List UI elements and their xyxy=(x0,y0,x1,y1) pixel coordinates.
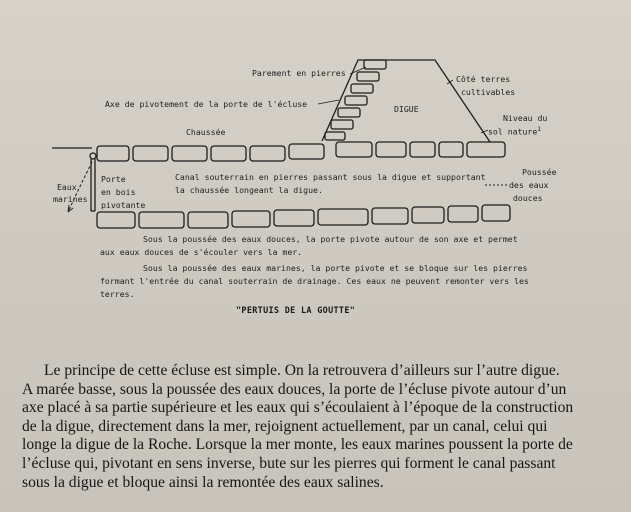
label-chaussee: Chaussée xyxy=(186,127,226,137)
label-eaux-marines-2: marines xyxy=(53,194,88,204)
body-paragraph xyxy=(22,362,607,492)
label-axe: Axe de pivotement de la porte de l'écluse xyxy=(105,99,308,109)
label-poussee-2: des eaux xyxy=(509,180,549,190)
label-porte-2: en bois xyxy=(101,187,136,197)
label-porte-1: Porte xyxy=(101,174,126,184)
caption-douces-2: aux eaux douces de s'écouler vers la mer. xyxy=(100,247,303,257)
body-line: longe la digue de la Roche. Lorsque la mer monte, les eaux marines poussent la porte de xyxy=(22,436,573,454)
label-canal-2: la chaussée longeant la digue. xyxy=(175,185,323,195)
label-niveau-2: sol nature$^1$ xyxy=(488,126,541,137)
label-porte-3: pivotante xyxy=(101,200,146,210)
label-parement: Parement en pierres xyxy=(252,68,346,78)
label-poussee-3: douces xyxy=(513,193,543,203)
label-digue: DIGUE xyxy=(394,104,419,114)
body-line: sous la digue et bloque ainsi la remontée des eaux salines. xyxy=(22,473,384,491)
digue-outline xyxy=(322,60,490,142)
body-line: de la digue, directement dans la mer, rejoignent actuellement, par un canal, celui qui xyxy=(22,417,548,435)
figure-title: "PERTUIS DE LA GOUTTE" xyxy=(236,306,356,316)
label-poussee-1: Poussée xyxy=(522,167,557,177)
caption-douces-1: Sous la poussée des eaux douces, la porte pivote autour de son axe et permet xyxy=(143,234,518,244)
body-line: Le principe de cette écluse est simple. On la retrouvera d’ailleurs sur l’autre digue. xyxy=(44,362,560,379)
chaussee-stones xyxy=(97,142,505,161)
canal-floor-stones xyxy=(97,205,510,228)
label-eaux-marines-1: Eaux xyxy=(57,182,77,192)
caption-marines-2: formant l'entrée du canal souterrain de drainage. Ces eaux ne peuvent remonter vers les xyxy=(100,276,529,286)
pivot-door xyxy=(90,153,96,211)
body-line: A marée basse, sous la poussée des eaux douces, la porte de l’écluse pivote autour d’un xyxy=(22,380,567,398)
label-niveau-1: Niveau du xyxy=(503,113,548,123)
caption-marines-1: Sous la poussée des eaux marines, la porte pivote et se bloque sur les pierres xyxy=(143,263,528,273)
label-cote-terres-1: Côté terres xyxy=(456,74,511,84)
label-canal-1: Canal souterrain en pierres passant sous la digue et supportant xyxy=(175,172,486,182)
body-line: axe placé à sa partie supérieure et les eaux qui s’écoulaient à l’époque de la construction xyxy=(22,399,574,417)
body-line: l’écluse qui, pivotant en sens inverse, bute sur les pierres qui forment le canal passant xyxy=(22,454,556,472)
label-cote-terres-2: cultivables xyxy=(461,87,516,97)
caption-marines-3: terres. xyxy=(100,289,135,299)
